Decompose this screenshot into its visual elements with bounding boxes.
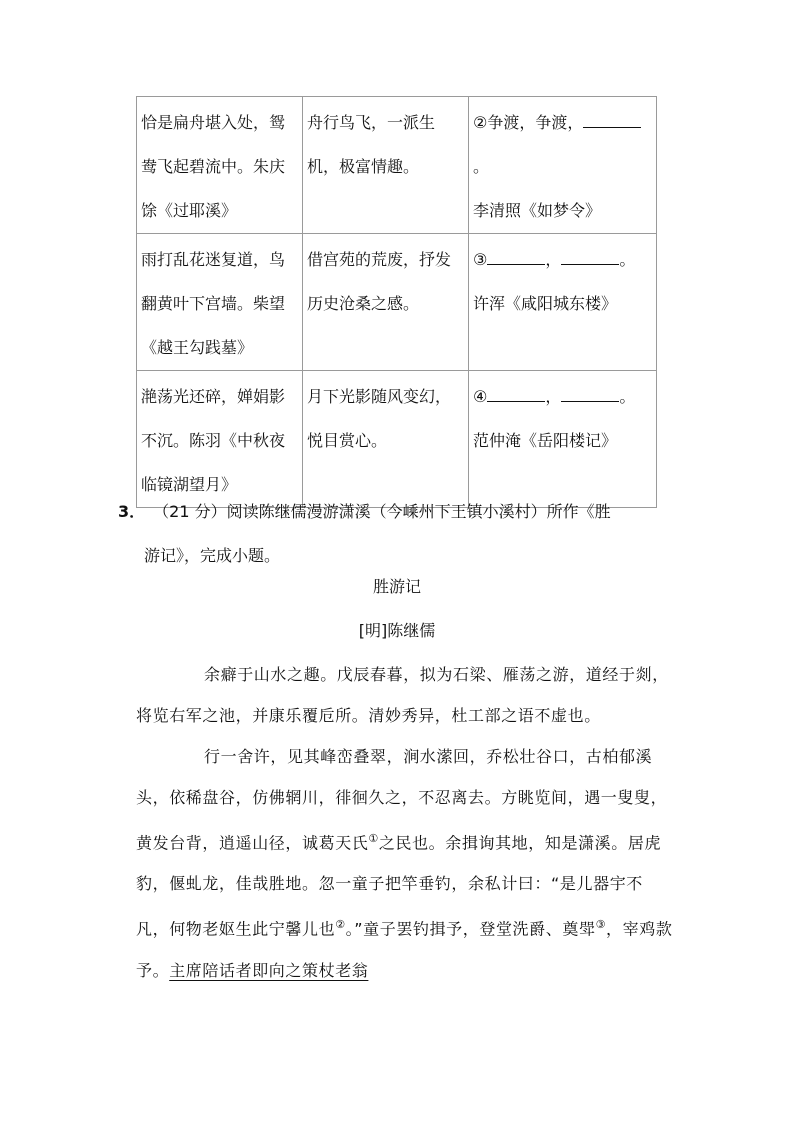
- source-text: 许浑《咸阳城东楼》: [473, 294, 618, 313]
- paragraph-text: ，宰鸡款予。: [136, 919, 673, 980]
- answer-blank[interactable]: [487, 400, 545, 402]
- fill-blank-cell: [469, 97, 657, 234]
- answer-blank[interactable]: [561, 263, 619, 265]
- fill-suffix: 。: [473, 157, 490, 176]
- poem-cell: 滟荡光还碎，婵娟影不沉。陈羽《中秋夜临镜湖望月》: [137, 371, 303, 508]
- table-row: [137, 97, 657, 234]
- paragraph-text: 。”童子罢钓揖予，登堂洗爵、奠斝: [345, 919, 596, 939]
- footnote-marker: ①: [368, 832, 379, 845]
- fill-prefix: ④: [473, 387, 488, 406]
- underlined-sentence: 主席陪话者即向之策杖老翁: [169, 960, 369, 980]
- answer-blank[interactable]: [583, 126, 641, 128]
- poem-cell: 雨打乱花迷复道，鸟翻黄叶下宫墙。柴望《越王勾践墓》: [137, 234, 303, 371]
- paragraph-text: 行一舍许，见其峰峦叠翠，涧水潆回，乔松壮谷口，古柏郁溪头，依稀盘谷，仿佛辋川，徘徊久之，不忍离去。方眺览间，遇一叟叟，黄发台背，逍遥山径，诚葛天氏: [136, 747, 668, 853]
- fill-blank-cell: [469, 234, 657, 371]
- table-row: [137, 234, 657, 371]
- question-heading: [118, 490, 678, 578]
- poem-cell: 恰是扁舟堪入处，鸳鸯飞起碧流中。朱庆馀《过耶溪》: [137, 97, 303, 234]
- footnote-marker: ②: [335, 918, 346, 932]
- question-line-1: （21 分）阅读陈继儒漫游潇溪（今嵊州下王镇小溪村）所作《胜: [161, 502, 611, 521]
- meaning-cell: 舟行鸟飞，一派生机，极富情趣。: [303, 97, 469, 234]
- question-line-2: 游记》，完成小题。: [144, 546, 281, 565]
- fill-suffix: 。: [619, 250, 636, 269]
- fill-prefix: ②争渡，争渡，: [473, 113, 584, 132]
- meaning-cell: 借宫苑的荒废，抒发历史沧桑之感。: [303, 234, 469, 371]
- essay-paragraph-2: [136, 736, 676, 991]
- question-number: 3．: [118, 502, 146, 521]
- poem-table: [136, 96, 657, 508]
- answer-blank[interactable]: [561, 400, 619, 402]
- essay-author: [明]陈继儒: [358, 621, 436, 640]
- meaning-cell: 月下光影随风变幻，悦目赏心。: [303, 371, 469, 508]
- source-text: 李清照《如梦令》: [473, 201, 602, 220]
- fill-prefix: ③: [473, 250, 488, 269]
- footnote-marker: ③: [595, 918, 607, 932]
- essay-paragraph-1: 余癖于山水之趣。戊辰春暮，拟为石梁、雁荡之游，道经于剡，将览右军之池，并康乐覆卮所。清妙秀异，杜工部之语不虚也。: [136, 665, 669, 725]
- fill-blank-cell: [469, 371, 657, 508]
- answer-blank[interactable]: [487, 263, 545, 265]
- fill-mid: ，: [545, 250, 562, 269]
- essay-body: [136, 654, 676, 991]
- essay-title: 胜游记: [372, 577, 421, 596]
- table-row: [137, 371, 657, 508]
- paragraph-text: 之民也。余揖询其地，知是潇溪。居虎豹，偃虬龙，佳哉胜地。忽一童子把竿垂钓，余私计曰：“是儿器宇不凡，何物老妪生此宁馨儿也: [136, 833, 662, 939]
- fill-mid: ，: [545, 387, 562, 406]
- fill-suffix: 。: [619, 387, 636, 406]
- source-text: 范仲淹《岳阳楼记》: [473, 431, 618, 450]
